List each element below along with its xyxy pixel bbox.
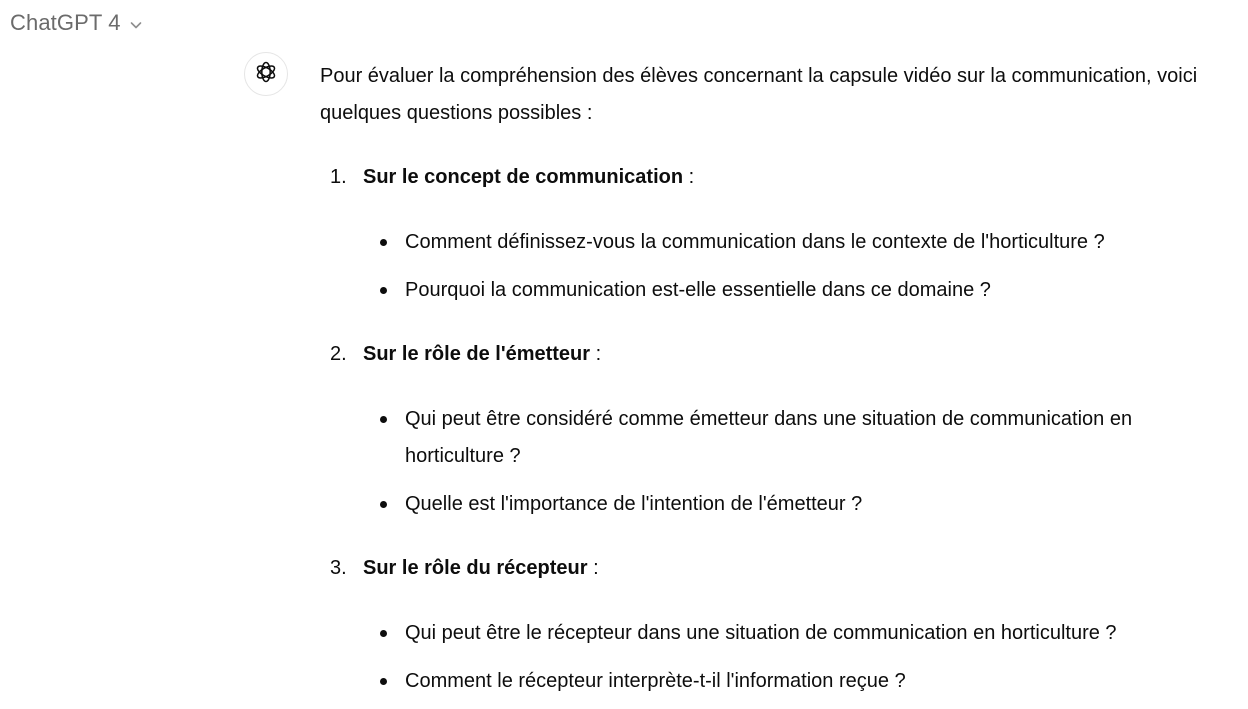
assistant-message bbox=[320, 58, 1230, 700]
question-text: Pourquoi la communication est-elle essentielle dans ce domaine ? bbox=[405, 279, 991, 301]
section-suffix: : bbox=[683, 166, 695, 188]
bullet-icon bbox=[380, 416, 387, 423]
question-text: Qui peut être considéré comme émetteur dans une situation de communication en horticulture ? bbox=[405, 408, 1133, 467]
section-number: 3. bbox=[330, 557, 347, 579]
list-item bbox=[363, 615, 1230, 652]
section-item bbox=[320, 336, 1230, 523]
section-number: 2. bbox=[330, 343, 347, 365]
list-item bbox=[363, 224, 1230, 261]
chevron-down-icon bbox=[129, 18, 143, 32]
question-list bbox=[363, 401, 1230, 523]
model-selector[interactable] bbox=[10, 10, 143, 36]
message-intro: Pour évaluer la compréhension des élèves concernant la capsule vidéo sur la communication, voici quelques questions possibles : bbox=[320, 65, 1198, 124]
bullet-icon bbox=[380, 630, 387, 637]
list-item bbox=[363, 272, 1230, 309]
section-suffix: : bbox=[587, 557, 599, 579]
section-suffix: : bbox=[590, 343, 602, 365]
question-text: Comment le récepteur interprète-t-il l'information reçue ? bbox=[405, 670, 906, 692]
list-item bbox=[363, 663, 1230, 700]
section-heading bbox=[363, 336, 1230, 373]
bullet-icon bbox=[380, 678, 387, 685]
question-list bbox=[363, 224, 1230, 309]
question-sections bbox=[320, 159, 1230, 700]
question-text: Quelle est l'importance de l'intention de l'émetteur ? bbox=[405, 493, 863, 515]
assistant-avatar bbox=[244, 52, 288, 96]
question-text: Qui peut être le récepteur dans une situation de communication en horticulture ? bbox=[405, 622, 1117, 644]
list-item bbox=[363, 401, 1230, 475]
section-item bbox=[320, 159, 1230, 309]
section-number: 1. bbox=[330, 166, 347, 188]
list-item bbox=[363, 486, 1230, 523]
question-list bbox=[363, 615, 1230, 700]
bullet-icon bbox=[380, 287, 387, 294]
section-title: Sur le rôle du récepteur bbox=[363, 557, 588, 579]
bullet-icon bbox=[380, 239, 387, 246]
bullet-icon bbox=[380, 501, 387, 508]
section-heading bbox=[363, 550, 1230, 587]
section-title: Sur le concept de communication bbox=[363, 166, 684, 188]
question-text: Comment définissez-vous la communication dans le contexte de l'horticulture ? bbox=[405, 231, 1105, 253]
section-heading bbox=[363, 159, 1230, 196]
model-label: ChatGPT 4 bbox=[10, 10, 121, 35]
section-item bbox=[320, 550, 1230, 700]
openai-logo-icon bbox=[253, 59, 279, 90]
section-title: Sur le rôle de l'émetteur bbox=[363, 343, 591, 365]
